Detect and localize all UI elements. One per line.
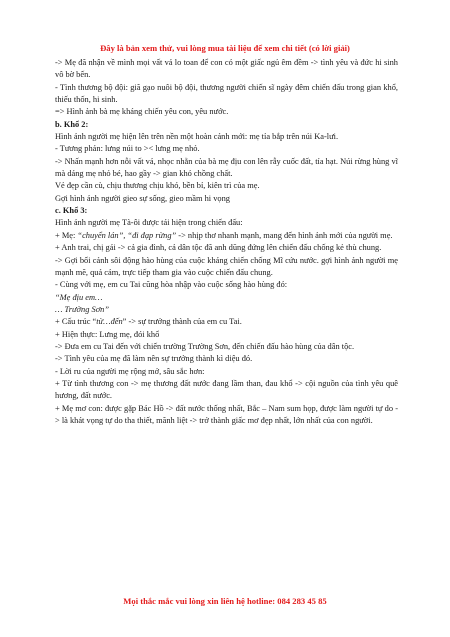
text-run: + Mẹ: bbox=[55, 230, 78, 240]
poem-quote-line bbox=[55, 292, 398, 304]
paragraph: Hình ảnh người mẹ hiện lên trên nền một hoàn cảnh mới: mẹ tỉa bắp trên núi Ka-lưi. bbox=[55, 132, 339, 142]
italic-quote: từ…đến bbox=[96, 317, 123, 327]
paragraph: => Hình ảnh bà mẹ kháng chiến yêu con, yêu nước. bbox=[55, 107, 229, 117]
paragraph bbox=[55, 316, 398, 328]
section-heading: b. Khổ 2: bbox=[55, 119, 89, 129]
text-run: ” -> sự trưởng thành của em cu Tai. bbox=[122, 317, 242, 327]
paragraph: -> Mẹ đã nhận về mình mọi vất vả lo toan để con có một giấc ngủ êm đềm -> tình yêu và đức hi sinh vô bờ bến. bbox=[55, 58, 398, 80]
document-body bbox=[55, 57, 398, 427]
paragraph: -> Tình yêu của mẹ đã làm nên sự trưởng thành kì diệu đó. bbox=[55, 354, 253, 364]
hotline-notice-banner: Mọi thắc mắc vui lòng xin liên hệ hotline: 084 283 45 85 bbox=[123, 596, 327, 606]
text-run: + Cấu trúc “ bbox=[55, 317, 97, 327]
paragraph bbox=[55, 230, 398, 242]
paragraph: -> Đưa em cu Tai đến với chiến trường Trường Sơn, đến chiến đấu hào hùng của dân tộc. bbox=[55, 341, 355, 351]
text-run: -> nhịp thơ nhanh mạnh, mang đến hình ảnh mới của người mẹ. bbox=[176, 230, 393, 240]
preview-notice-banner: Đây là bản xem thử, vui lòng mua tài liệu để xem chi tiết (có lời giải) bbox=[100, 43, 350, 53]
paragraph: + Hiện thực: Lưng mẹ, đói khổ bbox=[55, 329, 160, 339]
paragraph: Hình ảnh người mẹ Tà-ôi được tái hiện trong chiến đấu: bbox=[55, 218, 243, 228]
paragraph: - Tương phản: lưng núi to >< lưng mẹ nhỏ. bbox=[55, 144, 200, 154]
paragraph: + Anh trai, chị gái -> cả gia đình, cả dân tộc đã anh dũng đứng lên chiến đấu chống kẻ thù chung. bbox=[55, 243, 382, 253]
italic-quote: … Trường Sơn” bbox=[55, 304, 110, 314]
paragraph: - Cùng với mẹ, em cu Tai cũng hòa nhập vào cuộc sống hào hùng đó: bbox=[55, 280, 288, 290]
paragraph: - Lời ru của người mẹ rộng mở, sâu sắc hơn: bbox=[55, 366, 205, 376]
poem-quote-line bbox=[55, 304, 398, 316]
italic-quote: “Mẹ địu em… bbox=[55, 292, 103, 302]
paragraph: Gợi hình ảnh người gieo sự sống, gieo mầm hi vọng bbox=[55, 193, 230, 203]
paragraph: -> Nhấn mạnh hơn nỗi vất vả, nhọc nhằn của bà mẹ địu con lên rẫy cuốc đất, tỉa hạt. Núi rừng hùng vĩ mà dáng mẹ nhỏ bé, hao gầy -> gian khó chồng chất. bbox=[55, 156, 398, 179]
paragraph: -> Gợi bối cảnh sôi động hào hùng của cuộc kháng chiến chống Mĩ cứu nước. gợi hình ảnh người mẹ mạnh mẽ, quả cảm, trực tiếp tham gia vào cuộc chiến đấu chung. bbox=[55, 255, 398, 277]
italic-quote: “chuyển lán”, “đi đạp rừng” bbox=[77, 230, 177, 240]
paragraph: + Mẹ mơ con: được gặp Bác Hồ -> đất nước thống nhất, Bắc – Nam sum họp, được làm người tự do -> là khát vọng tự do tha thiết, mãnh liệt -> trở thành giấc mơ đẹp nhất, lớn nhất của con người. bbox=[55, 403, 398, 425]
paragraph: - Tình thương bộ đội: giã gạo nuôi bộ đội, thương người chiến sĩ ngày đêm chiến đấu trong gian khổ, thiếu thốn, hi sinh. bbox=[55, 82, 398, 105]
section-heading: c. Khổ 3: bbox=[55, 206, 88, 216]
paragraph: + Từ tình thương con -> mẹ thương đất nước đang lầm than, đau khổ -> cội nguồn của tình yêu quê hương, đất nước. bbox=[55, 378, 398, 401]
paragraph: Vẻ đẹp cần cù, chịu thương chịu khó, bền bỉ, kiên trì của mẹ. bbox=[55, 181, 260, 191]
